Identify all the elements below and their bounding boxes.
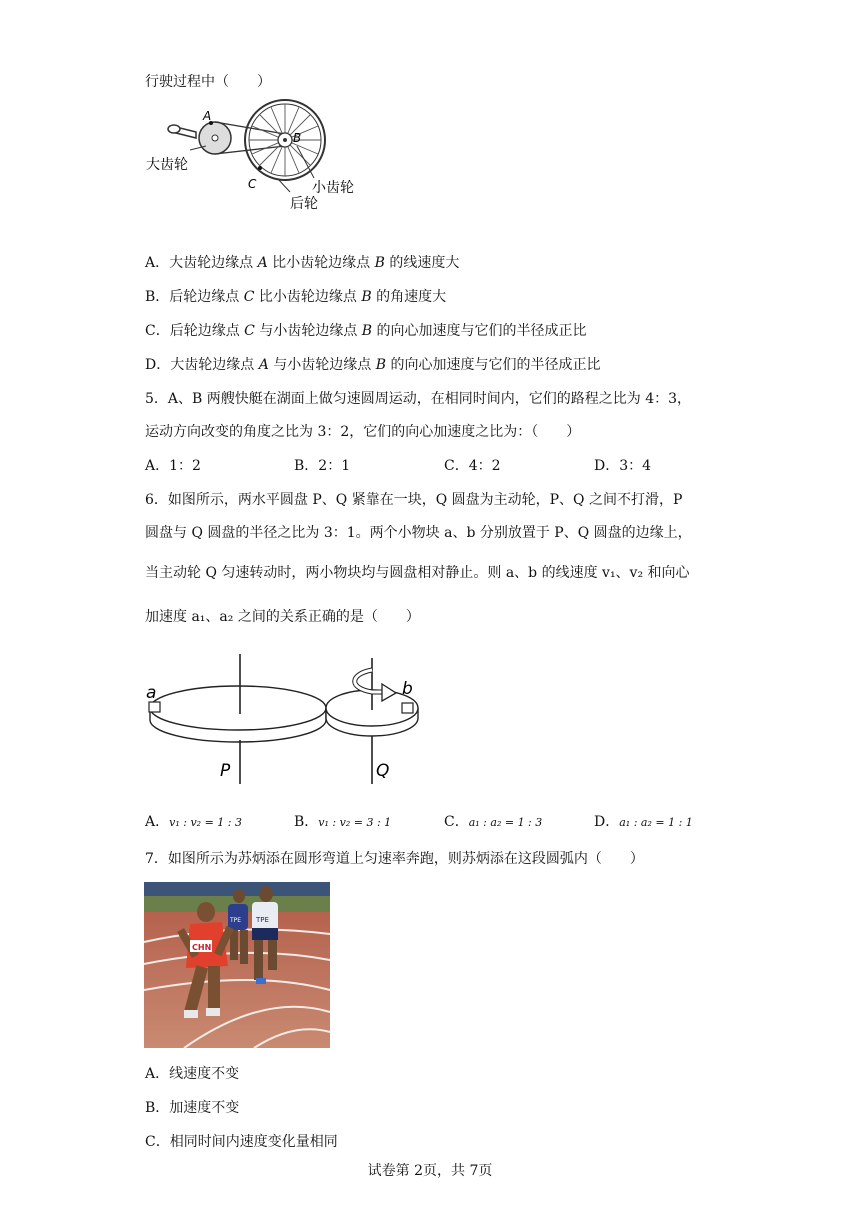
label-P: P xyxy=(220,761,231,781)
photo-chn-bib: CHN xyxy=(192,943,212,952)
q6-stem-line1: 6．如图所示，两水平圆盘 P、Q 紧靠在一块，Q 圆盘为主动轮，P、Q 之间不打滑，P xyxy=(145,492,683,508)
q7-option-a: A．线速度不变 xyxy=(145,1066,240,1082)
label-b: b xyxy=(402,679,413,699)
q4-option-d: D．大齿轮边缘点 A 与小齿轮边缘点 B 的向心加速度与它们的半径成正比 xyxy=(145,357,601,373)
runner-photo xyxy=(144,882,330,1048)
q4-stem-tail: 行驶过程中（ ） xyxy=(145,74,271,90)
q7-option-b: B．加速度不变 xyxy=(145,1100,240,1116)
q4-option-c: C．后轮边缘点 C 与小齿轮边缘点 B 的向心加速度与它们的半径成正比 xyxy=(145,323,587,339)
q5-option-b: B．2：1 xyxy=(294,458,351,474)
label-rear-wheel: 后轮 xyxy=(290,196,318,212)
q7-option-c: C．相同时间内速度变化量相同 xyxy=(145,1134,338,1150)
discs-figure xyxy=(140,648,440,788)
q5-stem-line1: 5．A、B 两艘快艇在湖面上做匀速圆周运动，在相同时间内，它们的路程之比为 4：3， xyxy=(145,391,692,407)
q5-stem-line2: 运动方向改变的角度之比为 3：2，它们的向心加速度之比为：（ ） xyxy=(145,424,581,440)
q6-option-a: A．v₁ : v₂ = 1 : 3 xyxy=(145,814,242,830)
label-a: a xyxy=(146,683,157,703)
q6-option-c: C．a₁ : a₂ = 1 : 3 xyxy=(444,814,543,830)
q5-option-d: D．3：4 xyxy=(594,458,652,474)
q6-option-b: B．v₁ : v₂ = 3 : 1 xyxy=(294,814,392,830)
bicycle-gear-figure xyxy=(146,96,370,216)
q6-stem-line3: 当主动轮 Q 匀速转动时，两小物块均与圆盘相对静止。则 a、b 的线速度 v₁、v₂ 和向心 xyxy=(145,565,690,581)
label-B: B xyxy=(293,131,302,145)
q7-stem: 7．如图所示为苏炳添在圆形弯道上匀速率奔跑，则苏炳添在这段圆弧内（ ） xyxy=(145,851,644,867)
label-big-gear: 大齿轮 xyxy=(146,157,188,173)
label-C: C xyxy=(248,177,257,191)
q4-option-a: A．大齿轮边缘点 A 比小齿轮边缘点 B 的线速度大 xyxy=(145,255,460,271)
label-Q: Q xyxy=(376,761,390,781)
q6-option-d: D．a₁ : a₂ = 1 : 1 xyxy=(594,814,693,830)
label-small-gear: 小齿轮 xyxy=(312,180,354,196)
q5-option-c: C．4：2 xyxy=(444,458,501,474)
q6-stem-line4: 加速度 a₁、a₂ 之间的关系正确的是（ ） xyxy=(145,609,420,625)
q6-stem-line2: 圆盘与 Q 圆盘的半径之比为 3：1。两个小物块 a、b 分别放置于 P、Q 圆盘的边缘上， xyxy=(145,525,692,541)
photo-tpe-bib: TPE xyxy=(256,916,269,924)
label-A: A xyxy=(203,109,212,123)
page-footer: 试卷第 2页，共 7页 xyxy=(367,1163,493,1179)
q4-option-b: B．后轮边缘点 C 比小齿轮边缘点 B 的角速度大 xyxy=(145,289,447,305)
q5-option-a: A．1：2 xyxy=(145,458,201,474)
photo-tpe-bib-2: TPE xyxy=(230,917,242,924)
